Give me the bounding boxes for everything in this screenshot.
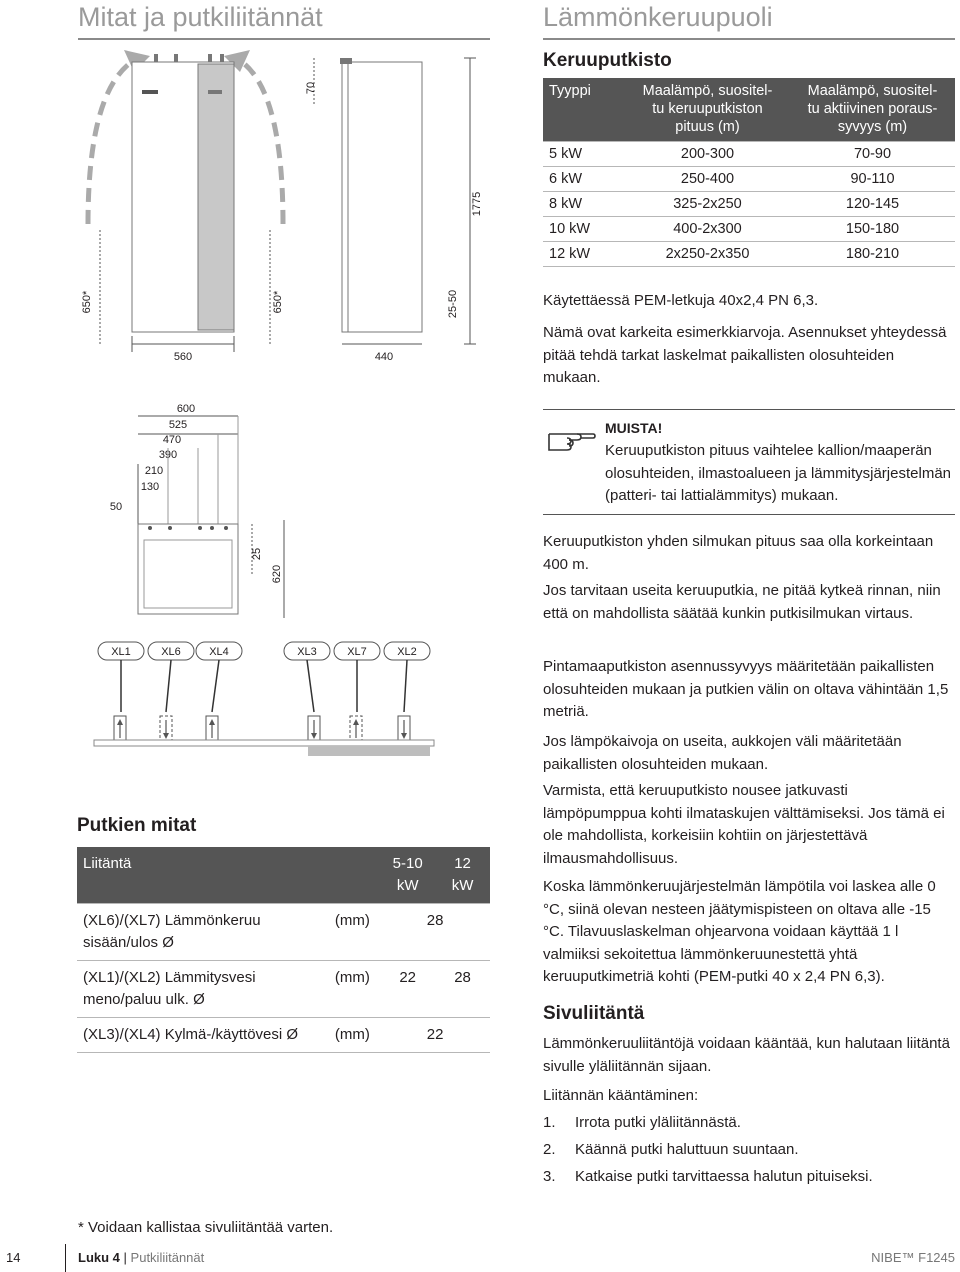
step-number: 1. — [543, 1114, 556, 1131]
step-text: Käännä putki haluttuun suuntaan. — [575, 1141, 799, 1158]
steps-list — [543, 1112, 955, 1193]
table-row — [77, 904, 490, 961]
paragraph-6: Koska lämmönkeruujärjestelmän lämpötila voi laskea alle 0 °C, siinä olevan nesteen jäätymispisteen on oltava alle -15 °C. Tilavuuslaskelman ohjearvona voidaan käyttää 1 l valmiiksi sekoitettua lämmönkeruunestettä yhtä keruuputkimetriä kohti (PEM-putki 40 x 2,4 PN 6,3). — [543, 878, 936, 986]
paragraph-5: Varmista, että keruuputkisto nousee jatkuvasti lämpöpumppua kohti ilmataskujen välttämiseksi. Jos tämä ei ole mahdollista, korkeisiin kohtiin on järjestettävä ilmausmahdollisuus. — [543, 782, 945, 867]
steps-title: Liitännän kääntäminen: — [543, 1087, 699, 1104]
right-title-rule — [543, 38, 955, 40]
dimension-drawing — [78, 44, 490, 764]
ktable-cell: 10 kW — [543, 217, 625, 242]
ktable-cell: 120-145 — [790, 192, 955, 217]
ktable-cell: 90-110 — [790, 167, 955, 192]
dim-600: 600 — [176, 403, 196, 415]
paragraph-4: Jos lämpökaivoja on useita, aukkojen väli määritetään paikallisten olosuhteiden mukaan. — [543, 733, 902, 773]
sivuliitanta-intro: Lämmönkeruuliitäntöjä voidaan kääntää, kun halutaan liitäntä sivulle yläliitännän sijaan. — [543, 1035, 950, 1075]
dim-470: 470 — [162, 434, 182, 446]
dim-1775: 1775 — [471, 191, 483, 217]
conn-xl1: XL1 — [111, 646, 131, 658]
ktable-cell: 200-300 — [625, 142, 790, 167]
muista-title: MUISTA! — [605, 420, 663, 436]
ktable-cell: 250-400 — [625, 167, 790, 192]
pipe-value-12: 28 — [435, 961, 490, 1018]
table-row — [543, 192, 955, 217]
left-title-rule — [78, 38, 490, 40]
list-item — [543, 1139, 955, 1166]
pipe-label: (XL6)/(XL7) Lämmönkeruu sisään/ulos Ø — [77, 904, 329, 961]
dim-560: 560 — [173, 351, 193, 363]
sivuliitanta-heading: Sivuliitäntä — [543, 1003, 645, 1024]
dim-130: 130 — [140, 481, 160, 493]
pipe-header-12kw: 12 kW — [435, 847, 490, 904]
dim-390: 390 — [158, 449, 178, 461]
conn-xl4: XL4 — [209, 646, 229, 658]
table-row — [77, 1018, 490, 1053]
pipe-unit: (mm) — [329, 904, 380, 961]
dim-620: 620 — [271, 564, 283, 584]
pipe-value-5-10: 22 — [380, 961, 435, 1018]
pointing-hand-icon — [547, 424, 597, 454]
dim-525: 525 — [168, 419, 188, 431]
estimate-note: Nämä ovat karkeita esimerkkiarvoja. Asennukset yhteydessä pitää tehdä tarkat laskelmat paikallisten olosuhteiden mukaan. — [543, 324, 947, 387]
list-item — [543, 1112, 955, 1139]
right-section-title: Lämmönkeruupuoli — [543, 2, 773, 32]
keruuputkisto-heading: Keruuputkisto — [543, 50, 672, 71]
conn-xl2: XL2 — [397, 646, 417, 658]
connection-labels — [98, 642, 430, 660]
table-row — [543, 142, 955, 167]
step-number: 2. — [543, 1141, 556, 1158]
pipe-value: 22 — [380, 1018, 490, 1053]
pipe-header-unit — [329, 847, 380, 904]
step-text: Irrota putki yläliitännästä. — [575, 1114, 741, 1131]
keruuputkisto-table — [543, 78, 955, 267]
footer-separator: | — [123, 1250, 127, 1265]
pipe-unit: (mm) — [329, 961, 380, 1018]
ktable-cell: 180-210 — [790, 242, 955, 267]
step-number: 3. — [543, 1168, 556, 1185]
paragraph-3: Pintamaaputkiston asennussyvyys määritetään paikallisten olosuhteiden mukaan ja putkien välin on oltava vähintään 1,5 metriä. — [543, 658, 949, 721]
ktable-cell: 70-90 — [790, 142, 955, 167]
dim-210: 210 — [144, 465, 164, 477]
paragraph-1: Keruuputkiston yhden silmukan pituus saa olla korkeintaan 400 m. — [543, 533, 934, 573]
product-name: NIBE™ F1245 — [871, 1250, 955, 1265]
page-number: 14 — [0, 1244, 66, 1272]
footer-chapter-line — [78, 1244, 204, 1272]
ktable-cell: 12 kW — [543, 242, 625, 267]
dim-25-50: 25-50 — [447, 289, 459, 319]
pipe-header-connection: Liitäntä — [77, 847, 329, 904]
dim-70: 70 — [305, 81, 317, 95]
pipe-value: 28 — [380, 904, 490, 961]
ktable-header-depth: Maalämpö, suositel- tu aktiivinen poraus- syvyys (m) — [790, 78, 955, 142]
pipe-label: (XL1)/(XL2) Lämmitysvesi meno/paluu ulk. Ø — [77, 961, 329, 1018]
ktable-cell: 5 kW — [543, 142, 625, 167]
pipe-dims-heading: Putkien mitat — [77, 815, 197, 836]
pipe-label: (XL3)/(XL4) Kylmä-/käyttövesi Ø — [77, 1018, 329, 1053]
conn-xl3: XL3 — [297, 646, 317, 658]
list-item — [543, 1166, 955, 1193]
pem-note: Käytettäessä PEM-letkuja 40x2,4 PN 6,3. — [543, 292, 819, 309]
dim-650-left: 650* — [81, 290, 93, 314]
ktable-cell: 8 kW — [543, 192, 625, 217]
paragraph-2: Jos tarvitaan useita keruuputkia, ne pitää kytkeä rinnan, niin että on mahdollista säätää kunkin putkisilmukan virtaus. — [543, 582, 941, 622]
dim-50: 50 — [109, 501, 123, 513]
table-row — [77, 961, 490, 1018]
ktable-header-type: Tyyppi — [543, 78, 625, 142]
table-row — [543, 167, 955, 192]
footnote: * Voidaan kallistaa sivuliitäntää varten. — [78, 1219, 334, 1236]
page-footer — [0, 1244, 960, 1272]
muista-box — [543, 409, 955, 515]
muista-text: Keruuputkiston pituus vaihtelee kallion/maaperän olosuhteiden, ilmastoalueen ja lämmitysjärjestelmän (patteri- tai lattialämmitys) mukaan. — [605, 442, 952, 505]
conn-xl7: XL7 — [347, 646, 367, 658]
dim-25: 25 — [251, 547, 263, 561]
step-text: Katkaise putki tarvittaessa halutun pituiseksi. — [575, 1168, 873, 1185]
chapter-label: Luku 4 — [78, 1250, 120, 1265]
ktable-cell: 6 kW — [543, 167, 625, 192]
left-section-title: Mitat ja putkiliitännät — [78, 2, 323, 32]
chapter-title: Putkiliitännät — [130, 1250, 205, 1265]
ktable-cell: 325-2x250 — [625, 192, 790, 217]
pipe-unit: (mm) — [329, 1018, 380, 1053]
dim-440: 440 — [374, 351, 394, 363]
ktable-header-length: Maalämpö, suositel- tu keruuputkiston pituus (m) — [625, 78, 790, 142]
table-row — [543, 217, 955, 242]
pipe-dims-table — [77, 847, 490, 1053]
dim-650-right: 650* — [272, 290, 284, 314]
table-row — [543, 242, 955, 267]
ktable-cell: 2x250-2x350 — [625, 242, 790, 267]
conn-xl6: XL6 — [161, 646, 181, 658]
ktable-cell: 400-2x300 — [625, 217, 790, 242]
pipe-header-5-10kw: 5-10 kW — [380, 847, 435, 904]
ktable-cell: 150-180 — [790, 217, 955, 242]
